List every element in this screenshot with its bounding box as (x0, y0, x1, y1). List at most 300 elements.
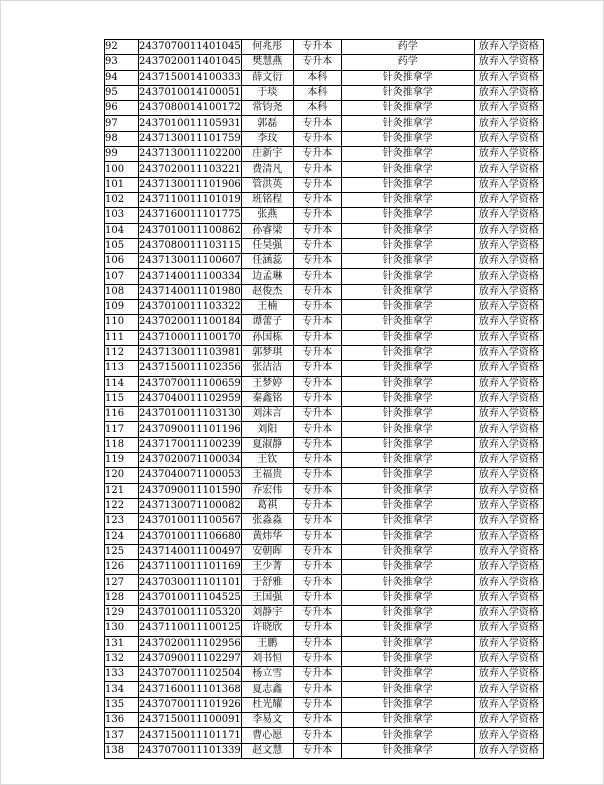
status-cell: 放弃入学资格 (474, 422, 543, 437)
major-cell: 针灸推拿学 (341, 682, 474, 697)
exam-id-cell: 2437160011101368 (139, 682, 242, 697)
exam-id-cell: 2437110011101019 (139, 192, 242, 207)
education-level-cell: 专升本 (293, 269, 341, 284)
major-cell: 针灸推拿学 (341, 621, 474, 636)
table-row (105, 483, 544, 498)
row-number-cell: 129 (105, 605, 139, 620)
table-row (105, 437, 544, 452)
student-name-cell: 刘书恒 (241, 651, 293, 666)
table-row (105, 238, 544, 253)
education-level-cell: 专升本 (293, 728, 341, 743)
table-row (105, 544, 544, 559)
major-cell: 针灸推拿学 (341, 605, 474, 620)
student-name-cell: 何兆彤 (241, 40, 293, 55)
table-row (105, 223, 544, 238)
row-number-cell: 118 (105, 437, 139, 452)
table-row (105, 55, 544, 70)
status-cell: 放弃入学资格 (474, 743, 543, 758)
student-name-cell: 夏志鑫 (241, 682, 293, 697)
education-level-cell: 专升本 (293, 468, 341, 483)
major-cell: 针灸推拿学 (341, 514, 474, 529)
student-name-cell: 王梦婷 (241, 376, 293, 391)
table-row (105, 391, 544, 406)
exam-id-cell: 2437170011100239 (139, 437, 242, 452)
row-number-cell: 97 (105, 116, 139, 131)
exam-id-cell: 2437020011100184 (139, 315, 242, 330)
major-cell: 药学 (341, 40, 474, 55)
status-cell: 放弃入学资格 (474, 483, 543, 498)
status-cell: 放弃入学资格 (474, 453, 543, 468)
status-cell: 放弃入学资格 (474, 376, 543, 391)
status-cell: 放弃入学资格 (474, 177, 543, 192)
major-cell: 针灸推拿学 (341, 269, 474, 284)
exam-id-cell: 2437070011401045 (139, 40, 242, 55)
status-cell: 放弃入学资格 (474, 498, 543, 513)
major-cell: 针灸推拿学 (341, 483, 474, 498)
major-cell: 针灸推拿学 (341, 422, 474, 437)
education-level-cell: 专升本 (293, 300, 341, 315)
education-level-cell: 专升本 (293, 330, 341, 345)
major-cell: 针灸推拿学 (341, 407, 474, 422)
education-level-cell: 专升本 (293, 544, 341, 559)
table-row (105, 101, 544, 116)
status-cell: 放弃入学资格 (474, 437, 543, 452)
education-level-cell: 专升本 (293, 713, 341, 728)
education-level-cell: 专升本 (293, 40, 341, 55)
admission-roster-table (104, 39, 544, 759)
exam-id-cell: 2437020011103221 (139, 162, 242, 177)
status-cell: 放弃入学资格 (474, 330, 543, 345)
education-level-cell: 专升本 (293, 147, 341, 162)
major-cell: 针灸推拿学 (341, 101, 474, 116)
table-row (105, 85, 544, 100)
major-cell: 针灸推拿学 (341, 468, 474, 483)
education-level-cell: 专升本 (293, 529, 341, 544)
status-cell: 放弃入学资格 (474, 131, 543, 146)
status-cell: 放弃入学资格 (474, 697, 543, 712)
major-cell: 针灸推拿学 (341, 453, 474, 468)
row-number-cell: 130 (105, 621, 139, 636)
student-name-cell: 王福贵 (241, 468, 293, 483)
education-level-cell: 专升本 (293, 192, 341, 207)
major-cell: 针灸推拿学 (341, 162, 474, 177)
row-number-cell: 101 (105, 177, 139, 192)
table-row (105, 162, 544, 177)
exam-id-cell: 2437080011103115 (139, 238, 242, 253)
table-row (105, 605, 544, 620)
education-level-cell: 专升本 (293, 177, 341, 192)
row-number-cell: 120 (105, 468, 139, 483)
status-cell: 放弃入学资格 (474, 682, 543, 697)
student-name-cell: 班铭程 (241, 192, 293, 207)
major-cell: 针灸推拿学 (341, 131, 474, 146)
row-number-cell: 107 (105, 269, 139, 284)
education-level-cell: 专升本 (293, 636, 341, 651)
table-row (105, 590, 544, 605)
exam-id-cell: 2437010014100051 (139, 85, 242, 100)
table-row (105, 453, 544, 468)
education-level-cell: 专升本 (293, 391, 341, 406)
table-row (105, 269, 544, 284)
student-name-cell: 刘沫言 (241, 407, 293, 422)
major-cell: 针灸推拿学 (341, 208, 474, 223)
row-number-cell: 109 (105, 300, 139, 315)
exam-id-cell: 2437100011100170 (139, 330, 242, 345)
status-cell: 放弃入学资格 (474, 70, 543, 85)
status-cell: 放弃入学资格 (474, 315, 543, 330)
table-row (105, 498, 544, 513)
table-row (105, 743, 544, 758)
student-name-cell: 谭蕾子 (241, 315, 293, 330)
major-cell: 针灸推拿学 (341, 70, 474, 85)
student-name-cell: 刘阳 (241, 422, 293, 437)
student-name-cell: 赵俊杰 (241, 284, 293, 299)
status-cell: 放弃入学资格 (474, 361, 543, 376)
status-cell: 放弃入学资格 (474, 208, 543, 223)
student-name-cell: 秦鑫铭 (241, 391, 293, 406)
student-name-cell: 边孟琳 (241, 269, 293, 284)
education-level-cell: 专升本 (293, 743, 341, 758)
education-level-cell: 专升本 (293, 697, 341, 712)
row-number-cell: 134 (105, 682, 139, 697)
education-level-cell: 专升本 (293, 605, 341, 620)
exam-id-cell: 2437150014100333 (139, 70, 242, 85)
status-cell: 放弃入学资格 (474, 651, 543, 666)
major-cell: 针灸推拿学 (341, 254, 474, 269)
status-cell: 放弃入学资格 (474, 269, 543, 284)
table-row (105, 315, 544, 330)
exam-id-cell: 2437010011103130 (139, 407, 242, 422)
row-number-cell: 103 (105, 208, 139, 223)
education-level-cell: 专升本 (293, 560, 341, 575)
status-cell: 放弃入学资格 (474, 590, 543, 605)
major-cell: 针灸推拿学 (341, 330, 474, 345)
student-name-cell: 庄新宇 (241, 147, 293, 162)
table-row (105, 40, 544, 55)
education-level-cell: 专升本 (293, 407, 341, 422)
education-level-cell: 专升本 (293, 498, 341, 513)
student-name-cell: 费清凡 (241, 162, 293, 177)
table-row (105, 192, 544, 207)
education-level-cell: 专升本 (293, 621, 341, 636)
exam-id-cell: 2437070011101926 (139, 697, 242, 712)
table-row (105, 514, 544, 529)
exam-id-cell: 2437010011104525 (139, 590, 242, 605)
row-number-cell: 92 (105, 40, 139, 55)
row-number-cell: 96 (105, 101, 139, 116)
table-row (105, 147, 544, 162)
table-row (105, 667, 544, 682)
status-cell: 放弃入学资格 (474, 529, 543, 544)
table-row (105, 560, 544, 575)
table-row (105, 131, 544, 146)
education-level-cell: 专升本 (293, 162, 341, 177)
row-number-cell: 133 (105, 667, 139, 682)
major-cell: 针灸推拿学 (341, 575, 474, 590)
student-name-cell: 管洪英 (241, 177, 293, 192)
student-name-cell: 孙睿梁 (241, 223, 293, 238)
student-name-cell: 王钦 (241, 453, 293, 468)
status-cell: 放弃入学资格 (474, 101, 543, 116)
major-cell: 针灸推拿学 (341, 284, 474, 299)
student-name-cell: 樊慧燕 (241, 55, 293, 70)
table-row (105, 345, 544, 360)
education-level-cell: 专升本 (293, 116, 341, 131)
student-name-cell: 葛祺 (241, 498, 293, 513)
table-row (105, 575, 544, 590)
exam-id-cell: 2437010011100567 (139, 514, 242, 529)
major-cell: 针灸推拿学 (341, 498, 474, 513)
status-cell: 放弃入学资格 (474, 223, 543, 238)
table-row (105, 376, 544, 391)
education-level-cell: 专升本 (293, 590, 341, 605)
status-cell: 放弃入学资格 (474, 254, 543, 269)
status-cell: 放弃入学资格 (474, 391, 543, 406)
exam-id-cell: 2437090011101196 (139, 422, 242, 437)
status-cell: 放弃入学资格 (474, 162, 543, 177)
education-level-cell: 本科 (293, 85, 341, 100)
major-cell: 针灸推拿学 (341, 177, 474, 192)
status-cell: 放弃入学资格 (474, 605, 543, 620)
table-row (105, 713, 544, 728)
education-level-cell: 专升本 (293, 223, 341, 238)
education-level-cell: 专升本 (293, 254, 341, 269)
student-name-cell: 任昊强 (241, 238, 293, 253)
row-number-cell: 114 (105, 376, 139, 391)
table-row (105, 407, 544, 422)
row-number-cell: 98 (105, 131, 139, 146)
education-level-cell: 专升本 (293, 55, 341, 70)
status-cell: 放弃入学资格 (474, 55, 543, 70)
major-cell: 针灸推拿学 (341, 345, 474, 360)
student-name-cell: 李易文 (241, 713, 293, 728)
student-name-cell: 王国强 (241, 590, 293, 605)
student-name-cell: 王楠 (241, 300, 293, 315)
exam-id-cell: 2437130011101906 (139, 177, 242, 192)
education-level-cell: 专升本 (293, 682, 341, 697)
major-cell: 针灸推拿学 (341, 651, 474, 666)
row-number-cell: 116 (105, 407, 139, 422)
table-row (105, 621, 544, 636)
table-row (105, 330, 544, 345)
row-number-cell: 132 (105, 651, 139, 666)
table-row (105, 300, 544, 315)
row-number-cell: 105 (105, 238, 139, 253)
exam-id-cell: 2437150011100091 (139, 713, 242, 728)
status-cell: 放弃入学资格 (474, 560, 543, 575)
education-level-cell: 专升本 (293, 483, 341, 498)
student-name-cell: 杜光耀 (241, 697, 293, 712)
exam-id-cell: 2437010011106680 (139, 529, 242, 544)
row-number-cell: 94 (105, 70, 139, 85)
exam-id-cell: 2437020011102956 (139, 636, 242, 651)
major-cell: 针灸推拿学 (341, 315, 474, 330)
status-cell: 放弃入学资格 (474, 667, 543, 682)
education-level-cell: 专升本 (293, 345, 341, 360)
table-row (105, 70, 544, 85)
student-name-cell: 赵文慧 (241, 743, 293, 758)
row-number-cell: 110 (105, 315, 139, 330)
row-number-cell: 111 (105, 330, 139, 345)
exam-id-cell: 2437140011100497 (139, 544, 242, 559)
student-name-cell: 王鹏 (241, 636, 293, 651)
student-name-cell: 薛文衍 (241, 70, 293, 85)
row-number-cell: 119 (105, 453, 139, 468)
education-level-cell: 专升本 (293, 651, 341, 666)
student-name-cell: 王少菁 (241, 560, 293, 575)
education-level-cell: 专升本 (293, 315, 341, 330)
exam-id-cell: 2437010011100862 (139, 223, 242, 238)
student-name-cell: 张淼淼 (241, 514, 293, 529)
student-name-cell: 张洁洁 (241, 361, 293, 376)
row-number-cell: 124 (105, 529, 139, 544)
exam-id-cell: 2437130011100607 (139, 254, 242, 269)
education-level-cell: 专升本 (293, 208, 341, 223)
exam-id-cell: 2437010011105931 (139, 116, 242, 131)
major-cell: 针灸推拿学 (341, 529, 474, 544)
exam-id-cell: 2437080014100172 (139, 101, 242, 116)
row-number-cell: 136 (105, 713, 139, 728)
major-cell: 针灸推拿学 (341, 192, 474, 207)
student-name-cell: 黄炜华 (241, 529, 293, 544)
education-level-cell: 专升本 (293, 575, 341, 590)
exam-id-cell: 2437070011100659 (139, 376, 242, 391)
student-name-cell: 张燕 (241, 208, 293, 223)
student-name-cell: 安朝晖 (241, 544, 293, 559)
exam-id-cell: 2437150011102356 (139, 361, 242, 376)
status-cell: 放弃入学资格 (474, 116, 543, 131)
row-number-cell: 117 (105, 422, 139, 437)
row-number-cell: 99 (105, 147, 139, 162)
major-cell: 针灸推拿学 (341, 743, 474, 758)
exam-id-cell: 2437130011102200 (139, 147, 242, 162)
exam-id-cell: 2437010011103322 (139, 300, 242, 315)
row-number-cell: 126 (105, 560, 139, 575)
education-level-cell: 专升本 (293, 376, 341, 391)
exam-id-cell: 2437130011101759 (139, 131, 242, 146)
row-number-cell: 108 (105, 284, 139, 299)
table-row (105, 636, 544, 651)
exam-id-cell: 2437070011101339 (139, 743, 242, 758)
exam-id-cell: 2437010011105320 (139, 605, 242, 620)
table-row (105, 529, 544, 544)
student-name-cell: 夏淑静 (241, 437, 293, 452)
status-cell: 放弃入学资格 (474, 147, 543, 162)
education-level-cell: 专升本 (293, 361, 341, 376)
exam-id-cell: 2437040011102959 (139, 391, 242, 406)
status-cell: 放弃入学资格 (474, 636, 543, 651)
status-cell: 放弃入学资格 (474, 575, 543, 590)
education-level-cell: 专升本 (293, 238, 341, 253)
status-cell: 放弃入学资格 (474, 345, 543, 360)
exam-id-cell: 2437110011101169 (139, 560, 242, 575)
major-cell: 针灸推拿学 (341, 376, 474, 391)
row-number-cell: 95 (105, 85, 139, 100)
major-cell: 针灸推拿学 (341, 85, 474, 100)
row-number-cell: 125 (105, 544, 139, 559)
status-cell: 放弃入学资格 (474, 192, 543, 207)
student-name-cell: 于舒雅 (241, 575, 293, 590)
table-row (105, 116, 544, 131)
table-row (105, 284, 544, 299)
education-level-cell: 专升本 (293, 284, 341, 299)
major-cell: 针灸推拿学 (341, 728, 474, 743)
major-cell: 针灸推拿学 (341, 361, 474, 376)
row-number-cell: 122 (105, 498, 139, 513)
status-cell: 放弃入学资格 (474, 300, 543, 315)
row-number-cell: 106 (105, 254, 139, 269)
exam-id-cell: 2437150011101171 (139, 728, 242, 743)
row-number-cell: 127 (105, 575, 139, 590)
status-cell: 放弃入学资格 (474, 514, 543, 529)
exam-id-cell: 2437130071100082 (139, 498, 242, 513)
table-row (105, 422, 544, 437)
row-number-cell: 102 (105, 192, 139, 207)
row-number-cell: 113 (105, 361, 139, 376)
education-level-cell: 专升本 (293, 514, 341, 529)
table-row (105, 682, 544, 697)
education-level-cell: 本科 (293, 70, 341, 85)
major-cell: 针灸推拿学 (341, 223, 474, 238)
major-cell: 针灸推拿学 (341, 560, 474, 575)
status-cell: 放弃入学资格 (474, 284, 543, 299)
table-row (105, 177, 544, 192)
exam-id-cell: 2437110011100125 (139, 621, 242, 636)
student-name-cell: 孙国栋 (241, 330, 293, 345)
table-row (105, 697, 544, 712)
education-level-cell: 专升本 (293, 131, 341, 146)
row-number-cell: 138 (105, 743, 139, 758)
roster-table-body (105, 40, 544, 759)
exam-id-cell: 2437030011101101 (139, 575, 242, 590)
table-row (105, 651, 544, 666)
row-number-cell: 112 (105, 345, 139, 360)
exam-id-cell: 2437090011101590 (139, 483, 242, 498)
education-level-cell: 专升本 (293, 667, 341, 682)
exam-id-cell: 2437140011100334 (139, 269, 242, 284)
table-row (105, 208, 544, 223)
exam-id-cell: 2437130011103981 (139, 345, 242, 360)
student-name-cell: 曹心愿 (241, 728, 293, 743)
student-name-cell: 杨立雪 (241, 667, 293, 682)
education-level-cell: 专升本 (293, 437, 341, 452)
status-cell: 放弃入学资格 (474, 85, 543, 100)
major-cell: 针灸推拿学 (341, 697, 474, 712)
table-row (105, 468, 544, 483)
row-number-cell: 100 (105, 162, 139, 177)
student-name-cell: 郭磊 (241, 116, 293, 131)
row-number-cell: 104 (105, 223, 139, 238)
education-level-cell: 专升本 (293, 453, 341, 468)
major-cell: 针灸推拿学 (341, 667, 474, 682)
row-number-cell: 135 (105, 697, 139, 712)
row-number-cell: 115 (105, 391, 139, 406)
status-cell: 放弃入学资格 (474, 544, 543, 559)
major-cell: 药学 (341, 55, 474, 70)
row-number-cell: 131 (105, 636, 139, 651)
row-number-cell: 137 (105, 728, 139, 743)
exam-id-cell: 2437040071100053 (139, 468, 242, 483)
status-cell: 放弃入学资格 (474, 468, 543, 483)
table-row (105, 361, 544, 376)
exam-id-cell: 2437090011102297 (139, 651, 242, 666)
major-cell: 针灸推拿学 (341, 544, 474, 559)
major-cell: 针灸推拿学 (341, 713, 474, 728)
major-cell: 针灸推拿学 (341, 300, 474, 315)
major-cell: 针灸推拿学 (341, 437, 474, 452)
exam-id-cell: 2437160011101775 (139, 208, 242, 223)
row-number-cell: 93 (105, 55, 139, 70)
